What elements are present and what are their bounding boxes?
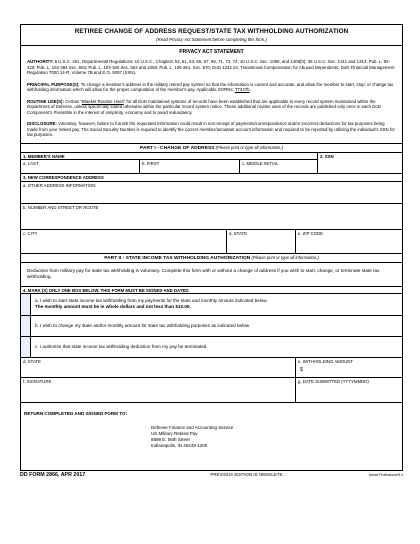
part1-heading [21, 143, 402, 152]
last-name-field[interactable]: a. LAST [23, 160, 39, 166]
purpose-text: To change a member's address in the military retired pay system so that the information is current and accurate, and allow the member to start, stop, or change tax withholding information which will allow for the proper computation of the member's pay. Applicable SORNs: [27, 81, 394, 92]
member-name-group [21, 153, 317, 173]
authority-paragraph [27, 59, 396, 76]
form-subtitle: (Read Privacy Act Statement before completing this form.) [156, 37, 267, 42]
withholding-state-field[interactable]: d. STATE [23, 358, 41, 364]
option-b-text: b. I wish to change my state and/or monthly amount for state tax withholding purposes as indicated below. [35, 322, 251, 328]
first-name-field[interactable]: b. FIRST [139, 160, 239, 173]
part2-title: PART II - STATE INCOME TAX WITHHOLDING AUTHORIZATION [104, 255, 251, 261]
new-address-label: 3. NEW CORRESPONDENCE ADDRESS [23, 174, 104, 180]
state-amount-row [21, 357, 402, 377]
disclosure-text: Voluntary; however, failure to furnish the requested information could result in non-receipt of payments/correspondence and/or incorrect deductions for tax purposes being made from your retired pay. The Social Security Number is required to identify the correct member/annuitant account information and required to be reported by utilizing the individual's SSN for tax purposes. [27, 121, 395, 137]
disclosure-paragraph [27, 121, 396, 138]
part2-note: (Please print or type all information.) [250, 254, 319, 260]
other-address-field[interactable]: a. OTHER ADDRESS INFORMATION [21, 181, 402, 203]
part1-note: (Please print or type all information.) [214, 144, 283, 150]
obsolete-notice: PREVIOUS EDITION IS OBSOLETE. [210, 471, 284, 477]
option-c-text: c. I authorize that state income tax withholding deduction from my pay be terminated. [35, 343, 208, 349]
start-checkbox[interactable] [21, 294, 31, 315]
routine-text: " for all DoD maintained systems of records have been established that are applicable to every record system maintained within the Department of Defense, unless specifically stated otherwise within the particular record system notice. These additional routine uses of the records are published only once in each DoD Component's Preamble in the interest of simplicity, economy and to avoid redundancy. [27, 98, 381, 115]
street-field[interactable]: b. NUMBER AND STREET OR ROUTE [21, 203, 402, 229]
zip-field[interactable]: e. ZIP CODE [295, 230, 402, 253]
address-line-3: 8899 E. 56th Street [151, 436, 190, 442]
blanket-routine-uses-link[interactable]: Blanket Routine Uses [81, 98, 124, 104]
privacy-heading: PRIVACY ACT STATEMENT [179, 49, 244, 55]
routine-use-paragraph [27, 99, 396, 116]
address-line-4: Indianapolis, IN 46249-1200 [151, 442, 208, 448]
form-footer [20, 472, 403, 478]
withholding-amount-field[interactable]: e. WITHHOLDING AMOUNT $ [295, 358, 402, 377]
authority-label: AUTHORITY: [27, 59, 54, 64]
ssn-field[interactable]: 2. SSN [317, 153, 402, 173]
signature-field[interactable]: f. SIGNATURE [23, 378, 52, 384]
option-terminate [21, 336, 402, 357]
purpose-end: . [249, 87, 251, 92]
city-state-zip-row [21, 229, 402, 253]
privacy-act-statement [21, 45, 402, 143]
routine-label: ROUTINE USE(S): [27, 98, 64, 104]
dollar-sign: $ [300, 366, 303, 373]
new-address-header [21, 173, 402, 181]
terminate-checkbox[interactable] [21, 337, 31, 357]
part1-title: PART I - CHANGE OF ADDRESS [140, 145, 215, 151]
return-address-block [21, 402, 402, 470]
city-field[interactable]: c. CITY [23, 230, 38, 236]
form-number: DD FORM 2866, APR 2017 [20, 471, 86, 478]
sorn-link[interactable]: T7347b [234, 87, 250, 92]
purpose-label: PRINCIPAL PURPOSE(S): [27, 81, 80, 87]
form-title: RETIREE CHANGE OF ADDRESS REQUEST/STATE TAX WITHHOLDING AUTHORIZATION [74, 28, 349, 35]
option-a-note: The monthly amount must be in whole dollars and not less than $10.00. [35, 303, 191, 309]
change-checkbox[interactable] [21, 316, 31, 336]
date-submitted-field[interactable]: g. DATE SUBMITTED (YYYYMMDD) [295, 378, 402, 402]
return-heading: RETURN COMPLETED AND SIGNED FORM TO: [24, 410, 128, 416]
part2-heading [21, 253, 402, 262]
software-version: Adobe Professional 8.0 [368, 472, 403, 477]
option-start [21, 293, 402, 315]
member-name-label: 1. MEMBER'S NAME [21, 153, 317, 160]
disclosure-label: DISCLOSURE: [27, 121, 57, 126]
option-a-text: a. I wish to start state income tax withholding from my payments for the state and monthly amount indicated below. [35, 297, 268, 303]
purpose-paragraph [27, 82, 396, 93]
option-change [21, 315, 402, 336]
routine-pre: Certain " [63, 98, 82, 104]
mark-one-box-heading: 4. MARK (X) ONLY ONE BOX BELOW. THIS FORM MUST BE SIGNED AND DATED. [21, 286, 402, 293]
return-address [151, 425, 233, 449]
authority-text: 5 U.S.C. 301, Departmental Regulations; 10 U.S.C., Chapters 53, 61, 63, 65, 67, 69, 71, 73, 74; 10 U.S.C. Sec. 1059, and 1408(h); 38 U.S.C. Sec. 1311 and 1313; Pub. L. 92-425; Pub. L. 102-484 Sec. 653; Pub. L. 103-160 Sec. 554 and 1058; Pub. L. 105-261, Sec. 570; DoD 1342.24, Transitional Compensation for Abused Dependents; DoD Financial Management Regulation 7000.14-R, Volume 7B and E.O. 9397 (SSN). [27, 59, 395, 75]
dd-form-2866 [20, 24, 403, 471]
state-field[interactable]: d. STATE [226, 230, 295, 253]
signature-row [21, 377, 402, 402]
middle-initial-field[interactable]: c. MIDDLE INITIAL [239, 160, 317, 173]
address-line-1: Defense Finance and Accounting Service [151, 424, 234, 430]
address-line-2: US Military Retired Pay [151, 430, 198, 436]
name-row [21, 152, 402, 173]
part2-intro: Deduction from military pay for state tax withholding is voluntary. Complete this form with or without a change of address if you wish to start, change, or terminate state tax withholding. [21, 262, 402, 286]
